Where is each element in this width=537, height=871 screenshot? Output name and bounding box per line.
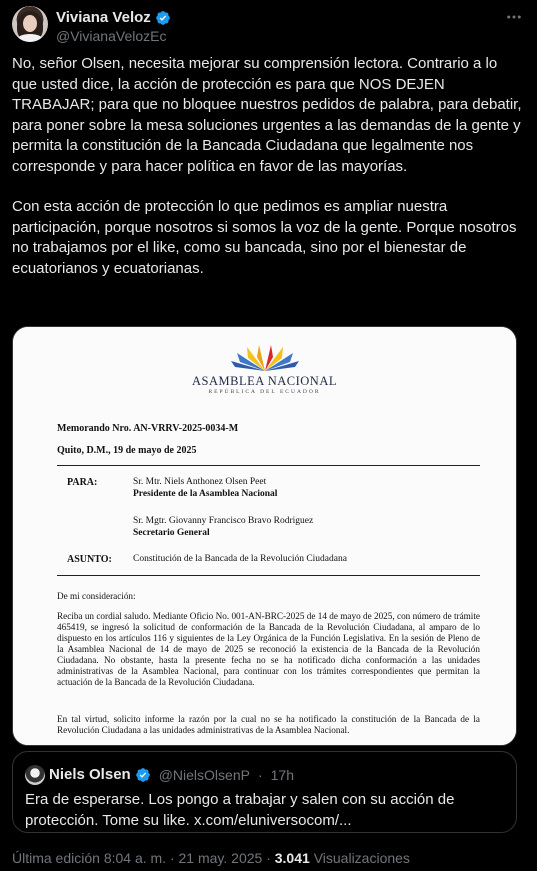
memo-number: Memorando Nro. AN-VRRV-2025-0034-M [57,423,239,434]
memo-document [13,327,516,745]
logo-name: ASAMBLEA NACIONAL [192,374,337,388]
memo-body-1: Reciba un cordial saludo. Mediante Oficio No. 001-AN-BRC-2025 de 14 de mayo de 2025, con número de trámite 465419, se ingresó la solicitud de conformación de la Bancada de la Revolución Ciudadana, al amparo de lo dispuesto en los artículos 116 y siguientes de la Ley Orgánica de la Función Legislativa. En la sesión de Pleno de la Asamblea Nacional de 14 de mayo de 2025 se reconoció la existencia de la Bancada de la Revolución Ciudadana. No obstante, hasta la presente fecha no se ha notificado dicha conformación a las unidades administrativas de la Asamblea Nacional, para continuar con los trámites correspondientes que permitan la actuación de la Bancada de la Revolución Ciudadana. [57,611,480,687]
quoted-timestamp: 17h [270,766,294,783]
memo-body-2: En tal virtud, solicito informe la razón por la cual no se ha notificado la constitución de la Bancada de la Revolución Ciudadana a las unidades administrativas de la Asamblea Nacional. [57,714,480,735]
author-avatar[interactable] [12,6,48,42]
divider [57,465,480,466]
tweet-header [12,6,525,46]
attached-image[interactable] [12,326,517,746]
asunto-label: ASUNTO: [67,554,112,565]
quoted-tweet[interactable] [12,751,517,833]
asunto-text: Constitución de la Bancada de la Revolución Ciudadana [133,554,347,564]
tweet-paragraph: No, señor Olsen, necesita mejorar su comprensión lectora. Contrario a lo que usted dice, la acción de protección es para que NOS DEJEN TRABAJAR; para que no bloquee nuestros pedidos de palabra, para debatir, para poner sobre la mesa soluciones urgentes a las demandas de la gente y permita la constitución de la Bancada Ciudadana que legalmente nos corresponde y para hacer política en favor de las mayorías. [12,55,522,175]
author-name-line[interactable] [56,9,171,26]
views-count: 3.041 [274,850,310,866]
quoted-author-name: Niels Olsen [49,766,131,783]
recipient-1-name: Sr. Mtr. Niels Anthonez Olsen Peet [133,477,267,487]
tweet-metadata [12,850,410,866]
author-handle[interactable]: @VivianaVelozEc [56,28,167,44]
quoted-author-line [49,766,294,783]
separator-dot: · [257,766,263,783]
verified-badge-icon [135,767,151,783]
tweet-text [12,54,526,299]
verified-badge-icon [155,10,171,26]
para-label: PARA: [67,477,98,488]
asamblea-logo [13,345,516,395]
recipient-2-title: Secretario General [133,528,210,538]
memo-date: Quito, D.M., 19 de mayo de 2025 [57,445,197,456]
edit-timestamp[interactable]: Última edición 8:04 a. m. · 21 may. 2025 · [12,850,271,866]
condor-emblem-icon [210,345,320,373]
recipient-1-title: Presidente de la Asamblea Nacional [133,489,278,499]
recipient-2-name: Sr. Mgtr. Giovanny Francisco Bravo Rodriguez [133,516,314,526]
logo-subtitle: REPÚBLICA DEL ECUADOR [208,389,321,395]
quoted-author-handle: @NielsOlsenP [158,766,250,783]
quoted-author-avatar [25,765,45,785]
tweet-paragraph: Con esta acción de protección lo que pedimos es ampliar nuestra participación, porque nosotros si somos la voz de la gente. Porque nosotros no trabajamos por el like, como su bancada, sino por el bienestar de ecuatorianos y ecuatorianas. [12,198,517,277]
views-label: Visualizaciones [313,850,410,866]
author-name[interactable]: Viviana Veloz [56,9,151,26]
greeting: De mi consideración: [57,591,136,601]
ellipsis-icon[interactable] [503,8,525,30]
divider [57,575,480,576]
quoted-text: Era de esperarse. Los pongo a trabajar y salen con su acción de protección. Tome su like. x.com/eluniversocom/... [25,791,455,829]
